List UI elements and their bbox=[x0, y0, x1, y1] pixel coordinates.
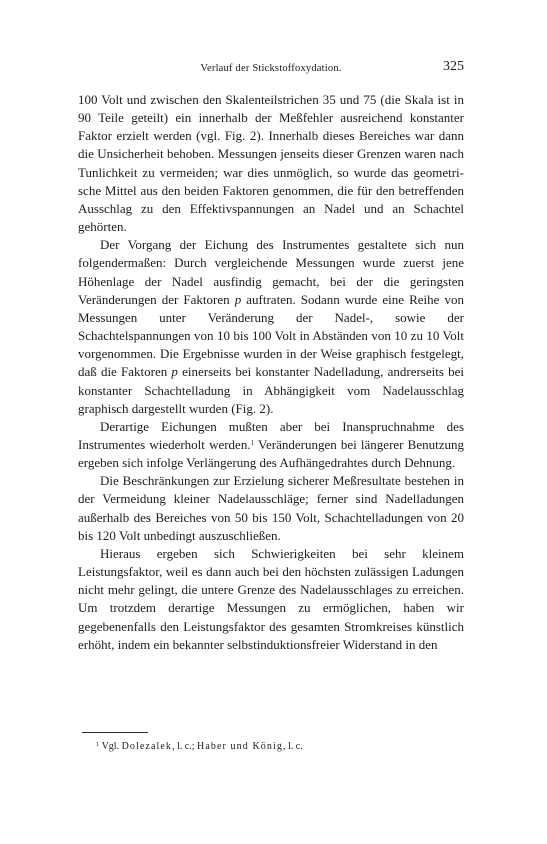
paragraph-text: 100 Volt und zwischen den Skalenteilstrichen 35 und 75 (die Skala ist in 90 Teile geteilt) ein innerhalb der Meßfehler ausreichend konstanter Faktor erzielt werden (vgl. Fig. 2). Innerhalb dieses Bereiches war dann die Unsicherheit behoben. Messungen jenseits dieser Grenzen waren nach Tunlichkeit zu vermeiden; war dies unmöglich, so wurde das geometrische Mittel aus den beiden Faktoren genommen, die für den betreffenden Ausschlag zu den Effektivspannungen an Nadel und an Schachtel gehörten. bbox=[78, 92, 464, 235]
paragraph-text: Hieraus ergeben sich Schwierigkeiten bei sehr kleinem Leistungsfaktor, weil es dann auch bei den höchsten zulässigen Ladungen nicht mehr gelingt, die untere Grenze des Nadelausschlages zu erreichen. Um trotzdem derartige Messungen zu ermöglichen, haben wir gegebenenfalls den Leistungsfaktor des gesamten Stromkreises künstlich erhöht, indem ein bekannter selbstinduktionsfreier Widerstand in den bbox=[78, 545, 464, 652]
footnote-ref-2: , l. c. bbox=[282, 741, 303, 752]
paragraph-text: auftraten. Sodann wurde eine Reihe von Messungen unter Veränderung der Nadel-, sowie der Schachtelspannungen von 10 bis 100 Volt in Abständen von 10 zu 10 Volt vorgenommen. Die Ergebnisse wurden in der Weise graphisch festgelegt, daß die Faktoren bbox=[78, 291, 465, 380]
paragraph-text: Der Vorgang der Eichung des Instrumentes gestaltete sich nun folgendermaßen: Durch vergleichende Messungen wurde zuerst jene Höhenlage der Nadel ausfindig gemacht, bei der die geringsten Veränderungen der Faktoren bbox=[78, 237, 464, 307]
footnote bbox=[96, 741, 303, 752]
page-header bbox=[78, 59, 464, 79]
paragraph-text: Veränderungen bei längerer Benutzung ergeben sich infolge Verlängerung des Aufhängedrahtes durch Dehnung. bbox=[78, 436, 464, 471]
footnote-marker: 1 bbox=[96, 741, 100, 748]
paragraph-text: einerseits bei konstanter Nadelladung, andrerseits bei konstanter Schachtelladung in Abhängigkeit vom Nadelausschlag graphisch dargestellt wurden (Fig. 2). bbox=[78, 364, 464, 416]
italic-variable: p bbox=[234, 291, 242, 307]
paragraph-text: Die Beschränkungen zur Erzielung sicherer Meßresultate bestehen in der Vermeidung kleiner Nadelausschläge; ferner sind Nadelladungen außerhalb des Bereiches von 50 bis 150 Volt, Schachtelladungen von 20 bis 120 Volt unbedingt auszuschließen. bbox=[78, 473, 464, 543]
footnote-prefix: Vgl. bbox=[101, 741, 120, 752]
paragraph bbox=[78, 236, 464, 418]
footnote-ref-1: , l. c.; bbox=[172, 741, 198, 752]
paragraph-text: Derartige Eichungen mußten aber bei Inanspruchnahme des Instrumentes wiederholt werden. bbox=[78, 418, 464, 452]
paragraph bbox=[78, 545, 464, 654]
body-text bbox=[78, 91, 464, 654]
paragraph bbox=[78, 418, 464, 472]
italic-variable: p bbox=[171, 364, 178, 380]
footnote-author-haber-koenig: Haber und König bbox=[197, 741, 283, 752]
page-number: 325 bbox=[443, 59, 464, 74]
footnote-reference: 1 bbox=[250, 438, 255, 447]
running-title: Verlauf der Stickstoffoxydation. bbox=[200, 63, 342, 74]
paragraph bbox=[78, 472, 464, 545]
footnote-divider bbox=[82, 732, 148, 733]
footnote-author-dolezalek: Dolezalek bbox=[121, 741, 173, 752]
paragraph bbox=[78, 91, 464, 236]
